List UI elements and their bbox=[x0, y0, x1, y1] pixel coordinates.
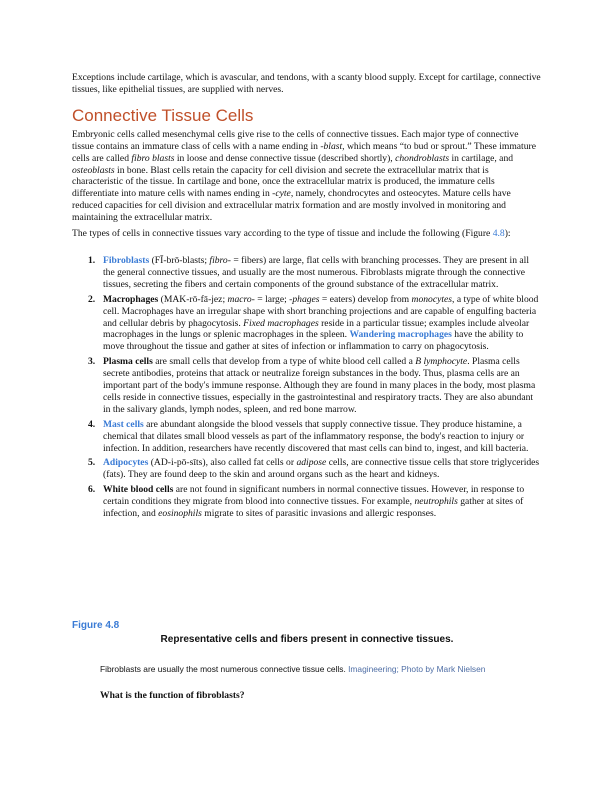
page-content bbox=[72, 72, 542, 523]
cell-type-list bbox=[72, 255, 542, 520]
figure-question: What is the function of fibroblasts? bbox=[100, 690, 245, 701]
section-heading: Connective Tissue Cells bbox=[72, 105, 254, 125]
term-link-fibroblasts[interactable]: Fibroblasts bbox=[103, 254, 150, 266]
list-item: 5. Adipocytes (AD-i-pō-sīts), also called fat cells or adipose cells, are connective tissue cells that store triglycerides (fats). They are found deep to the skin and around organs such as the heart and kidneys. bbox=[88, 457, 540, 481]
figure-link[interactable]: 4.8 bbox=[492, 228, 505, 240]
intro-paragraph: Exceptions include cartilage, which is avascular, and tendons, with a scanty blood supply. Except for cartilage, connective tissues, like epithelial tissues, are supplied with nerves. bbox=[72, 72, 541, 95]
term-link-adipocytes[interactable]: Adipocytes bbox=[103, 457, 149, 469]
figure-credit-link[interactable]: Imagineering; Photo by Mark Nielsen bbox=[348, 664, 486, 674]
figure-label: Figure 4.8 bbox=[72, 620, 120, 631]
figure-caption: Fibroblasts are usually the most numerous connective tissue cells. Imagineering; Photo by Mark Nielsen bbox=[100, 664, 486, 674]
list-item: 4. Mast cells are abundant alongside the blood vessels that supply connective tissue. They produce histamine, a chemical that dilates small blood vessels as part of the inflammatory response, the body's reaction to injury or infection. In addition, researchers have recently discovered that mast cells can bind to, ingest, and kill bacteria. bbox=[88, 418, 529, 454]
list-item: 1. Fibroblasts (FĪ-brō-blasts; fibro- = fibers) are large, flat cells with branching processes. They are present in all the general connective tissues, and usually are the most numerous. Fibroblasts migrate through the connective tissues, secreting the fibers and certain components of the ground substance of the extracellular matrix. bbox=[88, 254, 530, 290]
body-paragraph-2: The types of cells in connective tissues vary according to the type of tissue and include the following (Figure 4.8): bbox=[72, 228, 511, 240]
term-link-mast-cells[interactable]: Mast cells bbox=[103, 418, 144, 430]
list-item: 6. White blood cells are not found in significant numbers in normal connective tissues. However, in response to certain conditions they migrate from blood into connective tissues. For example, neutrophils gather at sites of infection, and eosinophils migrate to sites of parasitic invasions and allergic responses. bbox=[88, 484, 525, 520]
term-link-wandering-macrophages[interactable]: Wandering macrophages bbox=[349, 329, 452, 341]
list-item: 3. Plasma cells are small cells that develop from a type of white blood cell called a B lymphocyte. Plasma cells secrete antibodies, proteins that attack or neutralize foreign substances in the body. Thus, plasma cells are an important part of the body's immune response. Although they are found in many places in the body, most plasma cells reside in connective tissues, especially in the gastrointestinal and respiratory tracts. They are also abundant in the salivary glands, lymph nodes, spleen, and red bone marrow. bbox=[88, 356, 536, 415]
body-paragraph-1: Embryonic cells called mesenchymal cells give rise to the cells of connective tissues. Each major type of connective tissue contains an immature class of cells with a name ending in -blast, which means “to bud or sprout.” These immature cells are called fibro blasts in loose and dense connective tissue (described shortly), chondroblasts in cartilage, and osteoblasts in bone. Blast cells retain the capacity for cell division and secrete the extracellular matrix that is characteristic of the tissue. In cartilage and bone, once the extracellular matrix is produced, the immature cells differentiate into mature cells with names ending in -cyte, namely, chondrocytes and osteocytes. Mature cells have reduced capacities for cell division and extracellular matrix formation and are mostly involved in monitoring and maintaining the extracellular matrix. bbox=[72, 128, 536, 224]
list-item: 2. Macrophages (MAK-rō-fā-jez; macro- = large; -phages = eaters) develop from monocytes, a type of white blood cell. Macrophages have an irregular shape with short branching projections and are capable of engulfing bacteria and cellular debris by phagocytosis. Fixed macrophages reside in a particular tissue; examples include alveolar macrophages in the lungs or splenic macrophages in the spleen. Wandering macrophages have the ability to move throughout the tissue and gather at sites of infection or inflammation to carry on phagocytosis. bbox=[88, 293, 539, 353]
figure-title: Representative cells and fibers present in connective tissues. bbox=[160, 634, 454, 645]
